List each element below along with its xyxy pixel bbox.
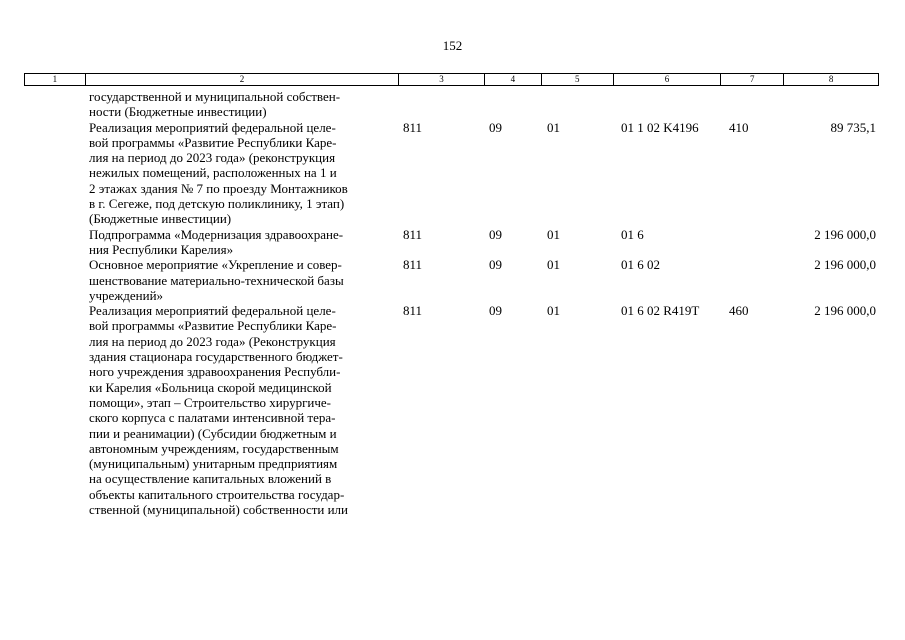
section-code-cell: 09 — [489, 119, 502, 135]
description-line: 2 этажах здания № 7 по проезду Монтажников — [89, 180, 348, 196]
table-row — [0, 227, 905, 258]
admin-code-cell: 811 — [403, 119, 423, 135]
row-description — [89, 227, 389, 258]
subsection-code-cell: 01 — [547, 226, 560, 242]
description-line: государственной и муниципальной собствен- — [89, 89, 341, 104]
description-line: лия на период до 2023 года» (реконструкция — [89, 150, 336, 166]
row-description — [89, 257, 389, 303]
header-col-4: 4 — [485, 74, 542, 85]
subsection-code-cell: 01 — [547, 257, 560, 273]
description-line: на осуществление капитальных вложений в — [89, 471, 332, 487]
header-col-6: 6 — [614, 74, 722, 85]
subsection-code-cell: 01 — [547, 119, 560, 135]
amount-cell: 89 735,1 — [830, 119, 876, 135]
subsection-code-cell: 01 — [547, 303, 560, 319]
header-col-3: 3 — [399, 74, 485, 85]
description-line: ности (Бюджетные инвестиции) — [89, 104, 267, 120]
admin-code-cell: 811 — [403, 257, 423, 273]
table-row — [0, 89, 905, 120]
description-line: (муниципальным) унитарным предприятиям — [89, 456, 338, 472]
amount-cell: 2 196 000,0 — [814, 303, 876, 319]
amount-cell: 2 196 000,0 — [814, 257, 876, 273]
table-body — [0, 89, 905, 517]
description-line: лия на период до 2023 года» (Реконструкция — [89, 333, 336, 349]
row-description — [89, 303, 389, 517]
target-article-code-cell: 01 1 02 K4196 — [621, 119, 699, 135]
expense-type-code-cell: 460 — [729, 303, 749, 319]
section-code-cell: 09 — [489, 226, 502, 242]
description-line: помощи», этап – Строительство хирургиче- — [89, 394, 332, 410]
description-line: шенствование материально-технической базы — [89, 272, 344, 288]
row-description — [89, 120, 389, 227]
description-line: Реализация мероприятий федеральной целе- — [89, 303, 336, 319]
row-description — [89, 89, 389, 120]
description-line: в г. Сегеже, под детскую поликлинику, 1 этап) — [89, 196, 345, 212]
description-line: ки Карелия «Больница скорой медицинской — [89, 379, 332, 395]
description-line: нежилых помещений, расположенных на 1 и — [89, 165, 337, 181]
section-code-cell: 09 — [489, 303, 502, 319]
description-line: Основное мероприятие «Укрепление и совер- — [89, 257, 342, 273]
description-line: объекты капитального строительства государ- — [89, 486, 345, 502]
description-line: учреждений» — [89, 287, 164, 303]
table-row — [0, 257, 905, 303]
table-header — [24, 73, 879, 86]
page-number: 152 — [442, 38, 463, 53]
target-article-code-cell: 01 6 — [621, 226, 644, 242]
description-line: ственной (муниципальной) собственности или — [89, 502, 349, 518]
description-line: вой программы «Развитие Республики Каре- — [89, 134, 337, 150]
table-row — [0, 120, 905, 227]
description-line: здания стационара государственного бюджет- — [89, 349, 343, 365]
description-line: пии и реанимации) (Субсидии бюджетным и — [89, 425, 337, 441]
admin-code-cell: 811 — [403, 303, 423, 319]
header-col-8: 8 — [828, 74, 834, 84]
amount-cell: 2 196 000,0 — [814, 226, 876, 242]
header-col-7: 7 — [721, 74, 784, 85]
target-article-code-cell: 01 6 02 — [621, 257, 660, 273]
description-line: ного учреждения здравоохранения Республи- — [89, 364, 341, 380]
description-line: Подпрограмма «Модернизация здравоохране- — [89, 226, 344, 242]
table-row — [0, 303, 905, 517]
header-col-1: 1 — [25, 74, 86, 85]
target-article-code-cell: 01 6 02 R419T — [621, 303, 700, 319]
description-line: ского корпуса с палатами интенсивной тера- — [89, 410, 336, 426]
description-line: Реализация мероприятий федеральной целе- — [89, 119, 336, 135]
admin-code-cell: 811 — [403, 226, 423, 242]
description-line: (Бюджетные инвестиции) — [89, 211, 232, 227]
description-line: автономным учреждениям, государственным — [89, 440, 339, 456]
description-line: вой программы «Развитие Республики Каре- — [89, 318, 337, 334]
header-col-5: 5 — [542, 74, 614, 85]
header-col-2: 2 — [86, 74, 399, 85]
section-code-cell: 09 — [489, 257, 502, 273]
expense-type-code-cell: 410 — [729, 119, 749, 135]
description-line: ния Республики Карелия» — [89, 241, 234, 257]
